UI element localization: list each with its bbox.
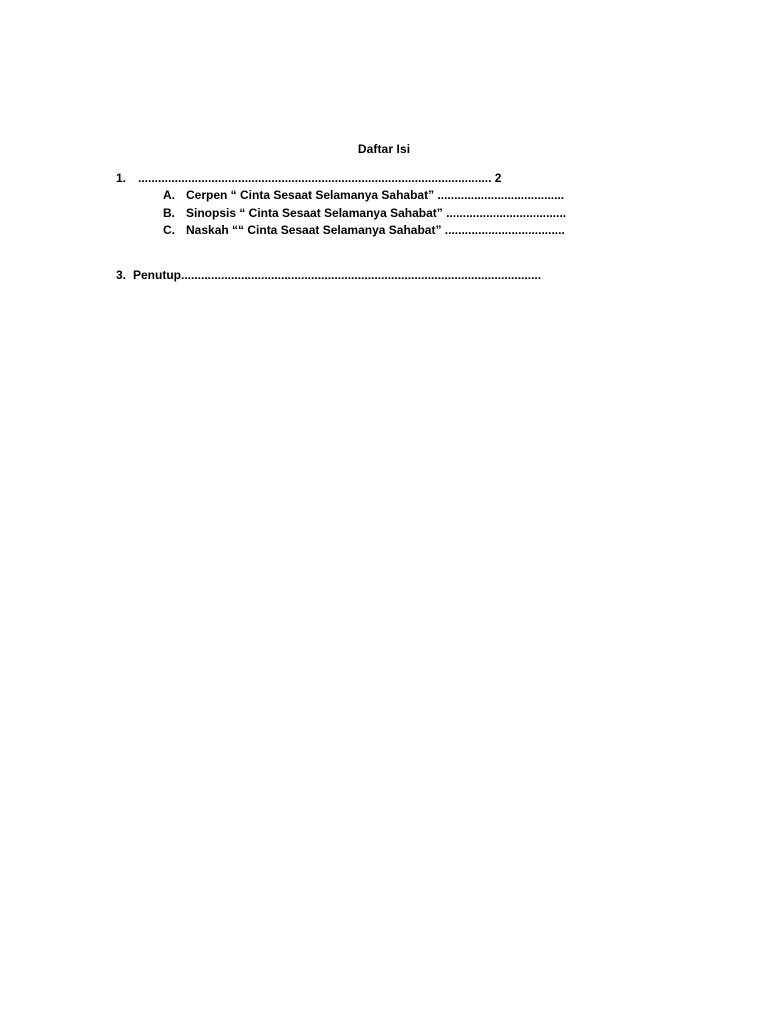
toc-subentry-letter: A.: [163, 188, 175, 202]
toc-entry-text: Penutup............................................................................................................: [133, 268, 542, 282]
toc-entry-number: 1.: [116, 171, 127, 185]
page-title: Daftar Isi: [357, 142, 411, 156]
toc-subentry-letter: B.: [163, 206, 175, 220]
toc-subentry-a: [163, 187, 564, 203]
toc-subentry-text: Cerpen “ Cinta Sesaat Selamanya Sahabat” ......................................: [186, 188, 565, 202]
toc-subentry-b: [163, 205, 566, 221]
toc-subentry-letter: C.: [163, 223, 175, 237]
toc-subentry-c: [163, 222, 565, 238]
toc-entry-1: [116, 170, 501, 186]
toc-entry-text: .......................................................................................................... 2: [138, 171, 502, 185]
toc-entry-number: 3.: [116, 268, 127, 282]
toc-subentry-text: Naskah ““ Cinta Sesaat Selamanya Sahabat” ....................................: [186, 223, 565, 237]
toc-subentry-text: Sinopsis “ Cinta Sesaat Selamanya Sahabat” ....................................: [186, 206, 567, 220]
toc-entry-closing: [116, 267, 541, 283]
